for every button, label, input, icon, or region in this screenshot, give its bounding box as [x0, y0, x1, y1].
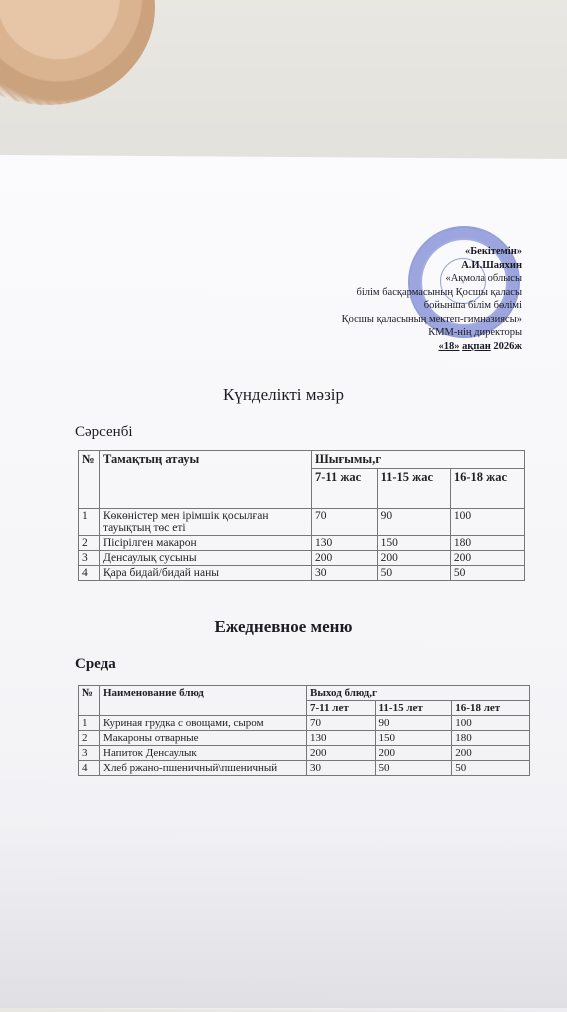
portion: 70	[312, 509, 378, 536]
col-age: 16-18 лет	[452, 701, 530, 716]
table-row	[79, 761, 530, 776]
col-num: №	[79, 686, 100, 716]
col-age: 11-15 жас	[377, 469, 450, 509]
page-title-ru: Ежедневное меню	[214, 617, 353, 636]
row-num: 3	[79, 551, 100, 566]
dish-name: Хлеб ржано-пшеничный\пшеничный	[100, 761, 307, 776]
portion: 130	[307, 731, 376, 746]
portion: 180	[452, 731, 530, 746]
dish-name: Напиток Денсаулык	[100, 746, 307, 761]
dish-name: Көкөністер мен ірімшік қосылған тауықтың төс еті	[100, 509, 312, 536]
portion: 200	[307, 746, 376, 761]
col-yield: Выход блюд,г	[307, 686, 530, 701]
table-row	[79, 509, 525, 536]
table-row	[79, 566, 525, 581]
portion: 200	[377, 551, 450, 566]
table-row	[79, 731, 530, 746]
approval-block	[262, 245, 522, 353]
dish-name: Денсаулық сусыны	[100, 551, 312, 566]
dish-name: Пісірілген макарон	[100, 536, 312, 551]
col-age: 16-18 жас	[450, 469, 524, 509]
dish-name: Қара бидай/бидай наны	[100, 566, 312, 581]
col-age: 7-11 лет	[307, 701, 376, 716]
page-title-kz: Күнделікті мәзір	[222, 385, 345, 404]
approval-title: «Бекітемін»	[464, 246, 522, 257]
row-num: 3	[79, 746, 100, 761]
table-row	[79, 536, 525, 551]
col-age: 11-15 лет	[375, 701, 452, 716]
portion: 90	[375, 716, 452, 731]
portion: 100	[450, 509, 524, 536]
bottom-shadow	[0, 820, 567, 1008]
portion: 200	[375, 746, 452, 761]
portion: 150	[377, 536, 450, 551]
row-num: 4	[79, 566, 100, 581]
portion: 70	[307, 716, 376, 731]
portion: 200	[312, 551, 378, 566]
wicker-basket	[0, 0, 155, 105]
col-name: Тамақтың атауы	[100, 451, 312, 509]
dish-name: Макароны отварные	[100, 731, 307, 746]
approval-line: КММ-нің директоры	[428, 327, 522, 338]
menu-table-ru	[78, 685, 530, 776]
approval-date: «18» ақпан 2026ж	[438, 340, 522, 352]
portion: 150	[375, 731, 452, 746]
row-num: 2	[79, 536, 100, 551]
portion: 50	[375, 761, 452, 776]
portion: 50	[450, 566, 524, 581]
portion: 30	[312, 566, 378, 581]
approval-line: «Ақмола облысы	[445, 273, 522, 284]
portion: 30	[307, 761, 376, 776]
portion: 100	[452, 716, 530, 731]
approval-line: Қосшы қаласының мектеп-гимназиясы»	[341, 313, 522, 325]
portion: 180	[450, 536, 524, 551]
row-num: 4	[79, 761, 100, 776]
portion: 50	[377, 566, 450, 581]
day-label-ru: Среда	[75, 656, 116, 672]
col-num: №	[79, 451, 100, 509]
dish-name: Куриная грудка с овощами, сыром	[100, 716, 307, 731]
approval-line: бойынша білім бөлімі	[423, 300, 522, 311]
row-num: 1	[79, 716, 100, 731]
portion: 200	[452, 746, 530, 761]
portion: 90	[377, 509, 450, 536]
director-name: А.И.Шаяхин	[461, 259, 522, 271]
table-row	[79, 551, 525, 566]
portion: 50	[452, 761, 530, 776]
menu-table-kz	[78, 450, 525, 581]
row-num: 2	[79, 731, 100, 746]
table-row	[79, 716, 530, 731]
row-num: 1	[79, 509, 100, 536]
col-age: 7-11 жас	[312, 469, 378, 509]
col-yield: Шығымы,г	[312, 451, 525, 469]
approval-line: білім басқармасының Қосшы қаласы	[356, 286, 522, 298]
col-name: Наименование блюд	[100, 686, 307, 716]
table-row	[79, 746, 530, 761]
portion: 200	[450, 551, 524, 566]
day-label-kz: Сәрсенбі	[75, 424, 133, 440]
portion: 130	[312, 536, 378, 551]
